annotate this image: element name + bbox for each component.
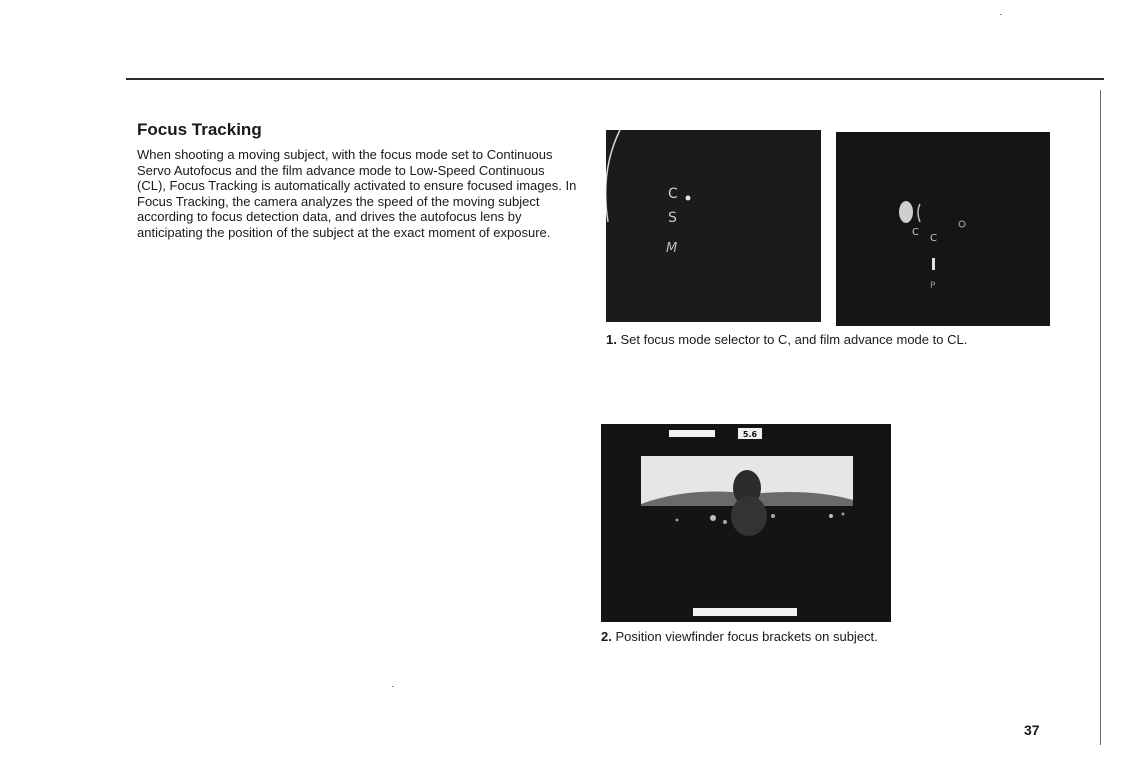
viewfinder-aperture-readout: 5.6	[742, 430, 758, 439]
dial-label-c: C	[912, 227, 919, 238]
section-body: When shooting a moving subject, with the focus mode set to Continuous Servo Autofocus and the film advance mode to Low-Speed Continuous (CL), Focus Tracking is automatically activated to ensure focused images. In Focus Tracking, the camera analyzes the speed of the moving subject according to focus detection data, and drives the autofocus lens by anticipating the position of the subject at the exact moment of exposure.	[137, 147, 577, 240]
figure-2-caption	[601, 629, 878, 645]
viewfinder-illustration	[601, 424, 891, 622]
scan-speck	[1000, 14, 1002, 15]
page-edge	[1100, 90, 1101, 745]
figure-2-number: 2.	[601, 629, 612, 644]
page-number: 37	[1024, 722, 1040, 738]
figure-1-caption-text: Set focus mode selector to C, and film advance mode to CL.	[620, 332, 968, 347]
dial-label-cl: C	[930, 233, 937, 244]
focus-mode-selector-photo	[606, 130, 821, 322]
film-advance-dial-photo	[836, 132, 1050, 326]
selector-label-c: C	[668, 186, 678, 202]
section-heading: Focus Tracking	[137, 120, 262, 139]
top-rule	[126, 78, 1104, 80]
dial-label-p: P	[930, 281, 936, 291]
focus-mode-selector-illustration	[606, 130, 821, 322]
figure-1-number: 1.	[606, 332, 617, 347]
scan-speck	[392, 686, 394, 687]
figure-2-caption-text: Position viewfinder focus brackets on subject.	[615, 629, 878, 644]
film-advance-dial-illustration	[836, 132, 1050, 326]
figure-1-caption	[606, 332, 967, 348]
selector-label-s: S	[668, 210, 677, 226]
selector-label-m: M	[666, 241, 678, 256]
viewfinder-photo	[601, 424, 891, 622]
